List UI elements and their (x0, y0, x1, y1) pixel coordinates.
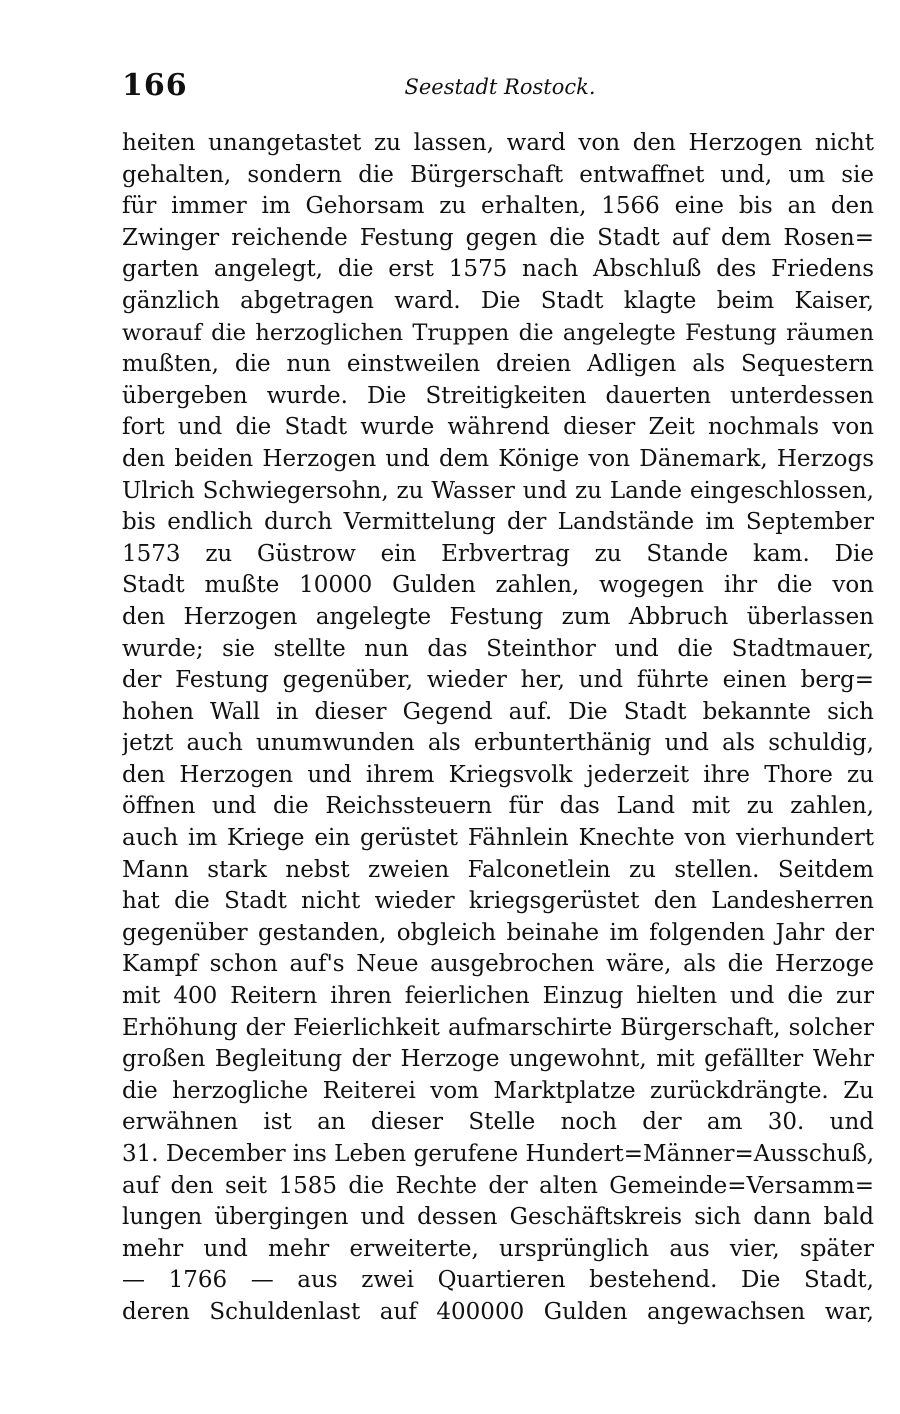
text-line: den beiden Herzogen und dem Könige von Dänemark, Herzogs (122, 445, 874, 472)
text-line: garten angelegt, die erst 1575 nach Abschluß des Friedens (122, 256, 874, 283)
text-line: Stadt mußte 10000 Gulden zahlen, wogegen ihr die von (122, 572, 874, 599)
text-line: Ulrich Schwiegersohn, zu Wasser und zu Lande eingeschlossen, (122, 477, 874, 504)
body-text (122, 128, 874, 1329)
text-line: auch im Kriege ein gerüstet Fähnlein Knechte von vierhundert (122, 825, 874, 852)
text-line: lungen übergingen und dessen Geschäftskreis sich dann bald (122, 1204, 874, 1231)
running-head: Seestadt Rostock. (404, 75, 596, 99)
text-line: Zwinger reichende Festung gegen die Stadt auf dem Rosen= (122, 224, 874, 251)
text-line: Kampf schon auf's Neue ausgebrochen wäre, als die Herzoge (122, 951, 874, 978)
text-line: gehalten, sondern die Bürgerschaft entwaffnet und, um sie (122, 161, 874, 188)
text-line: erwähnen ist an dieser Stelle noch der am 30. und (122, 1109, 874, 1136)
text-line: mehr und mehr erweiterte, ursprünglich aus vier, später (122, 1235, 874, 1262)
text-line: Mann stark nebst zweien Falconetlein zu stellen. Seitdem (122, 856, 874, 883)
text-line: fort und die Stadt wurde während dieser Zeit nochmals von (122, 414, 874, 441)
text-line: mußten, die nun einstweilen dreien Adligen als Sequestern (122, 351, 874, 378)
text-line: worauf die herzoglichen Truppen die angelegte Festung räumen (122, 319, 874, 346)
text-line: 31. December ins Leben gerufene Hundert=Männer=Ausschuß, (122, 1141, 874, 1167)
text-line: auf den seit 1585 die Rechte der alten Gemeinde=Versamm= (122, 1172, 874, 1199)
text-line: öffnen und die Reichssteuern für das Land mit zu zahlen, (122, 793, 874, 820)
text-line: 1573 zu Güstrow ein Erbvertrag zu Stande kam. Die (122, 540, 874, 567)
text-line: Erhöhung der Feierlichkeit aufmarschirte Bürgerschaft, solcher (122, 1014, 874, 1041)
text-line: deren Schuldenlast auf 400000 Gulden angewachsen war, (122, 1298, 874, 1325)
text-line: großen Begleitung der Herzoge ungewohnt, mit gefällter Wehr (122, 1046, 874, 1073)
text-line: übergeben wurde. Die Streitigkeiten dauerten unterdessen (122, 382, 874, 409)
text-line: wurde; sie stellte nun das Steinthor und die Stadtmauer, (122, 635, 874, 662)
text-line: den Herzogen angelegte Festung zum Abbruch überlassen (122, 603, 874, 630)
page-number: 166 (122, 68, 188, 103)
text-line: heiten unangetastet zu lassen, ward von den Herzogen nicht (122, 130, 874, 156)
text-line: gegenüber gestanden, obgleich beinahe im folgenden Jahr der (122, 919, 874, 946)
text-line: für immer im Gehorsam zu erhalten, 1566 eine bis an den (122, 193, 874, 220)
text-line: jetzt auch unumwunden als erbunterthänig und als schuldig, (122, 730, 874, 757)
text-line: die herzogliche Reiterei vom Marktplatze zurückdrängte. Zu (122, 1077, 874, 1104)
text-line: hat die Stadt nicht wieder kriegsgerüstet den Landesherren (122, 888, 874, 915)
text-line: gänzlich abgetragen ward. Die Stadt klagte beim Kaiser, (122, 287, 874, 314)
text-line: den Herzogen und ihrem Kriegsvolk jederzeit ihre Thore zu (122, 761, 874, 788)
text-line: der Festung gegenüber, wieder her, und führte einen berg= (122, 667, 874, 694)
text-line: — 1766 — aus zwei Quartieren bestehend. Die Stadt, (122, 1267, 874, 1294)
text-line: mit 400 Reitern ihren feierlichen Einzug hielten und die zur (122, 983, 874, 1010)
text-line: bis endlich durch Vermittelung der Landstände im September (122, 509, 874, 536)
text-line: hohen Wall in dieser Gegend auf. Die Stadt bekannte sich (122, 698, 874, 725)
